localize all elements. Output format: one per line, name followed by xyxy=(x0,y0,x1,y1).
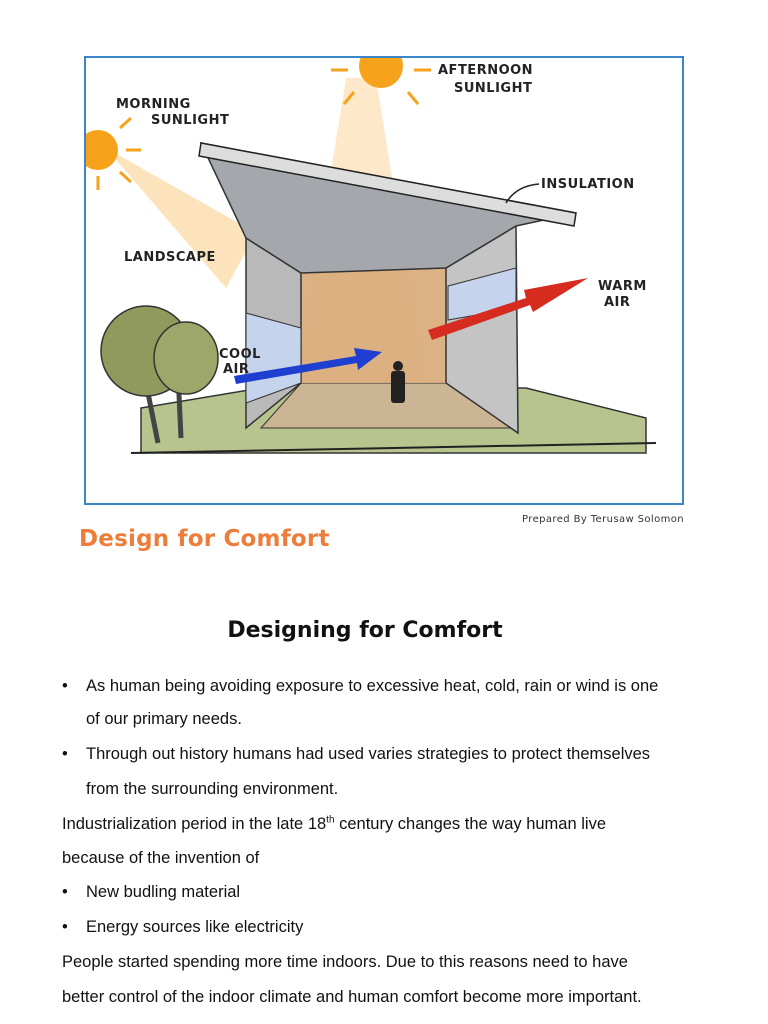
warm-air-label-line2: AIR xyxy=(604,295,631,310)
bullet1-line1: As human being avoiding exposure to excessive heat, cold, rain or wind is one xyxy=(86,677,659,695)
morning-label-line1: MORNING xyxy=(116,97,191,112)
paragraph1-line1: Industrialization period in the late 18th century changes the way human live xyxy=(62,814,607,833)
section-title: Design for Comfort xyxy=(79,526,330,552)
page-heading: Designing for Comfort xyxy=(227,618,503,643)
paragraph2-line1: People started spending more time indoors. Due to this reasons need to have xyxy=(62,953,628,971)
landscape-label: LANDSCAPE xyxy=(124,250,216,265)
bullet2-line2: from the surrounding environment. xyxy=(86,780,339,798)
cool-air-label-line1: COOL xyxy=(219,347,261,362)
illustration-frame xyxy=(84,56,684,505)
bullet4: Energy sources like electricity xyxy=(86,918,304,936)
bullet3: New budling material xyxy=(86,883,241,901)
author-credit: Prepared By Terusaw Solomon xyxy=(522,514,684,525)
paragraph1-line2: because of the invention of xyxy=(62,849,260,867)
passive-design-sketch xyxy=(86,58,682,503)
insulation-label: INSULATION xyxy=(541,177,635,192)
bullet-marker: • xyxy=(62,883,68,901)
bullet1-line2: of our primary needs. xyxy=(86,710,242,728)
afternoon-label-line2: SUNLIGHT xyxy=(454,81,533,96)
afternoon-label-line1: AFTERNOON xyxy=(438,63,534,78)
bullet-marker: • xyxy=(62,745,68,763)
bullet2-line1: Through out history humans had used varies strategies to protect themselves xyxy=(86,745,651,763)
bullet-marker: • xyxy=(62,918,68,936)
morning-label-line2: SUNLIGHT xyxy=(151,113,230,128)
cool-air-label-line2: AIR xyxy=(223,362,250,377)
warm-air-label-line1: WARM xyxy=(598,279,647,294)
bullet-marker: • xyxy=(62,677,68,695)
paragraph2-line2: better control of the indoor climate and human comfort become more important. xyxy=(62,988,642,1006)
